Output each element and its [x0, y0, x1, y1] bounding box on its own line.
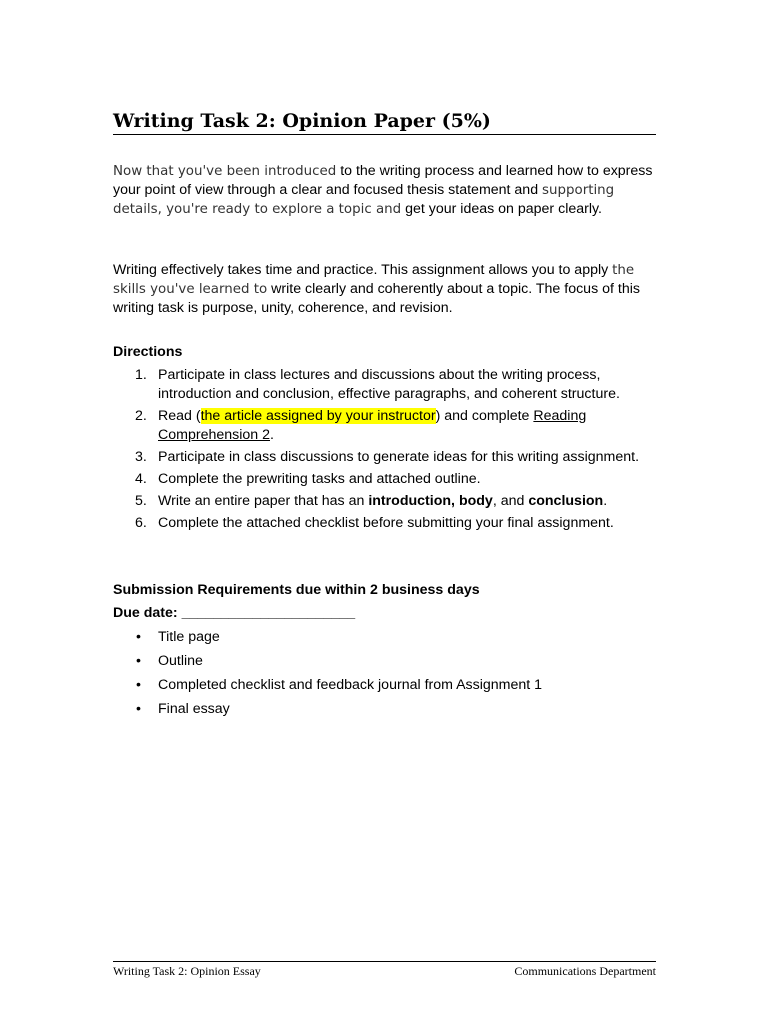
page-title: Writing Task 2: Opinion Paper (5%): [113, 110, 491, 132]
direction-item: [113, 366, 658, 404]
bullet-icon: •: [136, 629, 141, 645]
direction-item: [113, 514, 658, 533]
directions-list: [113, 366, 658, 536]
list-item-text: Title page: [158, 629, 220, 645]
directions-heading: Directions: [113, 344, 183, 360]
direction-item: [113, 492, 658, 511]
intro-paragraph: [113, 162, 653, 220]
practice-text-c: write clearly and coherently about a topic. The focus of this writing task is purpose, unity, coherence, and revision.: [113, 281, 640, 317]
list-item-text: Completed checklist and feedback journal from Assignment 1: [158, 677, 543, 693]
direction-text-post: .: [270, 427, 274, 443]
bullet-icon: •: [136, 653, 141, 669]
direction-text-mid: , and: [492, 493, 529, 509]
reading-comprehension-link[interactable]: Reading Comprehension 2: [158, 408, 587, 443]
due-date-label: Due date:: [113, 605, 182, 621]
footer-title: Writing Task 2: Opinion Essay: [113, 964, 261, 978]
intro-text-b: to the writing process and learned how to express your point of view through a clear and focused thesis statement and: [113, 163, 653, 199]
direction-text: Complete the attached checklist before submitting your final assignment.: [158, 515, 614, 531]
title-divider: [113, 134, 656, 135]
direction-item: [113, 407, 658, 445]
list-item: [113, 676, 542, 694]
list-item: [113, 652, 542, 670]
footer-department: Communications Department: [514, 964, 656, 978]
practice-text-a: Writing effectively takes time and practice. This assignment allows you to apply: [113, 262, 613, 278]
list-item: [113, 628, 542, 646]
direction-number: 5.: [135, 493, 147, 509]
bullet-icon: •: [136, 701, 141, 717]
bold-intro-body: introduction, body: [368, 493, 493, 509]
direction-text-post: .: [603, 493, 608, 509]
submission-list: [113, 628, 542, 724]
direction-text-pre: Read (: [158, 408, 201, 424]
direction-text: Participate in class lectures and discussions about the writing process, introduction and conclusion, effective paragraphs, and coherent structure.: [158, 367, 620, 402]
direction-number: 4.: [135, 471, 147, 487]
direction-number: 6.: [135, 515, 147, 531]
direction-item: [113, 470, 658, 489]
direction-text-pre: Write an entire paper that has an: [158, 493, 369, 509]
footer-divider: [113, 961, 656, 962]
direction-text-mid: ) and complete: [435, 408, 534, 424]
bold-conclusion: conclusion: [528, 493, 604, 509]
direction-item: [113, 448, 658, 467]
intro-text-a: Now that you've been introduced: [113, 164, 337, 179]
direction-text: Complete the prewriting tasks and attached outline.: [158, 471, 481, 487]
highlighted-article-text: the article assigned by your instructor: [200, 408, 436, 424]
practice-paragraph: [113, 261, 653, 318]
due-date-blank: ______________________: [181, 605, 356, 621]
direction-number: 1.: [135, 367, 147, 383]
direction-number: 3.: [135, 449, 147, 465]
direction-number: 2.: [135, 408, 147, 424]
submission-heading: Submission Requirements due within 2 business days: [113, 582, 480, 598]
bullet-icon: •: [136, 677, 141, 693]
due-date-line: [113, 604, 355, 622]
direction-text: Participate in class discussions to generate ideas for this writing assignment.: [158, 449, 640, 465]
intro-text-c: supporting details, you're ready to explore a topic and: [113, 183, 615, 218]
practice-text-b: the skills you've learned to: [113, 263, 635, 298]
list-item: [113, 700, 542, 718]
intro-text-d: get your ideas on paper clearly.: [401, 201, 602, 218]
list-item-text: Final essay: [158, 701, 230, 717]
list-item-text: Outline: [158, 653, 203, 669]
